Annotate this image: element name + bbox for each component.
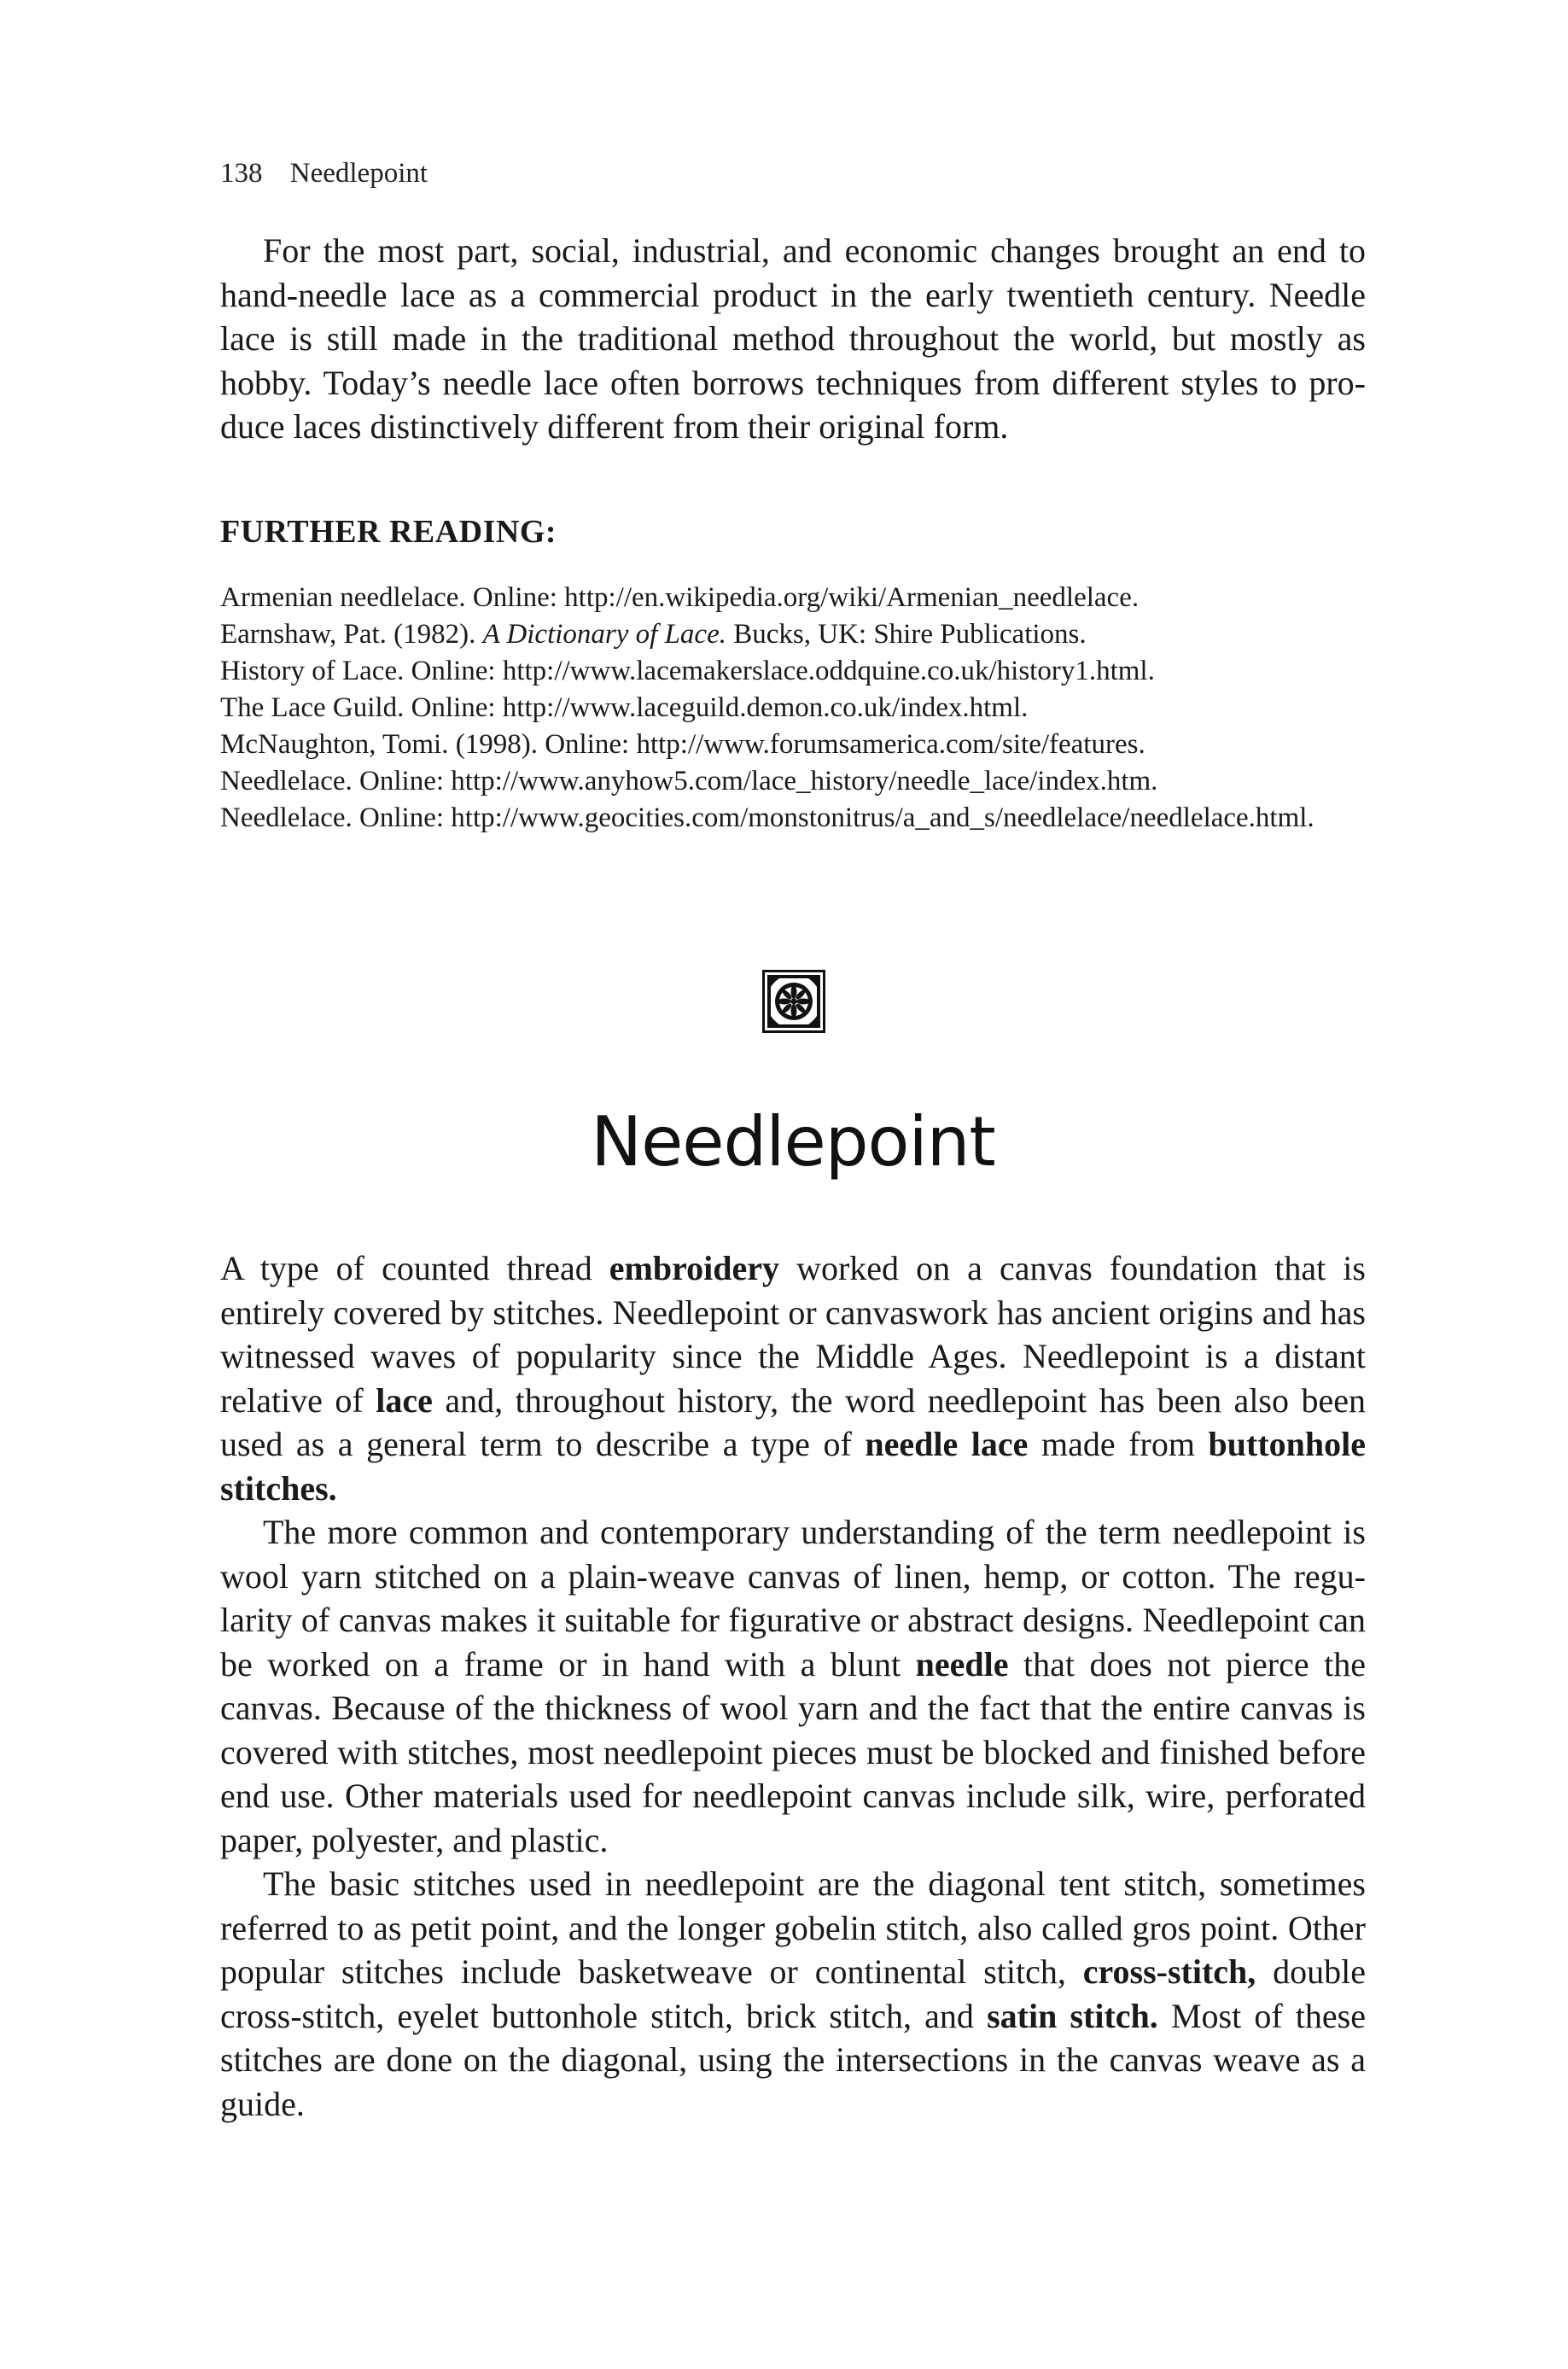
cross-reference-term: satin stitch. xyxy=(987,1996,1158,2035)
intro-paragraph: For the most part, social, industrial, and economic changes brought an end to hand-needle lace as a commercial product in the early twentieth century. Needle lace is still made in the traditional method throughout the world, but mostly as hobby. Today’s needle lace often borrows techniques from different styles to produce laces distinctively different from their original form. xyxy=(220,231,1366,446)
decorative-ornament-icon xyxy=(762,970,825,1033)
entry-paragraph xyxy=(220,1862,1366,2126)
cross-reference-term: embroidery xyxy=(609,1249,779,1287)
reference-item xyxy=(220,726,1366,763)
reference-item xyxy=(220,580,1366,616)
paragraph-text: Most of these stitches are done on the diagonal, using the intersections in the canvas weave as a guide. xyxy=(220,1996,1366,2123)
reference-item xyxy=(220,653,1366,690)
cross-reference-term: needle xyxy=(915,1644,1009,1683)
reference-text: Earnshaw, Pat. (1982). xyxy=(220,619,483,650)
reference-text: History of Lace. Online: http://www.lacemakerslace.oddquine.co.uk/history1.html. xyxy=(220,656,1155,686)
cross-reference-term: lace xyxy=(376,1380,433,1420)
reference-item xyxy=(220,800,1366,837)
paragraph-text: worked on a canvas foundation that is entirely covered by stitches. Needlepoint or canvaswork has ancient origins and has witnessed waves of popularity since the Middle Ages. Needlepoint is a distant relative of xyxy=(220,1249,1366,1420)
reference-list xyxy=(220,580,1366,837)
paragraph-text: The basic stitches used in needlepoint are the diagonal tent stitch, sometimes referred to as petit point, and the longer gobelin stitch, also called gros point. Other popular stitches include basketweave or continental stitch, xyxy=(220,1864,1366,1991)
reference-item xyxy=(220,616,1366,653)
reference-text: McNaughton, Tomi. (1998). Online: http://www.forumsamerica.com/site/features. xyxy=(220,729,1145,760)
paragraph-text: made from xyxy=(1028,1425,1209,1463)
reference-text: Bucks, UK: Shire Publications. xyxy=(726,619,1087,650)
page-number: 138 xyxy=(220,158,263,189)
reference-item xyxy=(220,763,1366,800)
reference-text: The Lace Guild. Online: http://www.laceguild.demon.co.uk/index.html. xyxy=(220,692,1029,723)
cross-reference-term: needle lace xyxy=(865,1425,1029,1463)
entry-title: Needlepoint xyxy=(591,1102,995,1182)
cross-reference-term: buttonhole stitches. xyxy=(220,1425,1366,1508)
further-reading-heading: FURTHER READING: xyxy=(220,514,557,550)
paragraph-text: The more common and contemporary understanding of the term needlepoint is wool yarn stitched on a plain-weave canvas of linen, hemp, or cotton. The regularity of canvas makes it suitable for figurative or abstract designs. Needlepoint can be worked on a frame or in hand with a blunt xyxy=(220,1513,1366,1683)
reference-text: Armenian needlelace. Online: http://en.wikipedia.org/wiki/Armenian_needlelace. xyxy=(220,582,1140,613)
reference-text: Needlelace. Online: http://www.anyhow5.com/lace_history/needle_lace/index.htm. xyxy=(220,766,1158,796)
paragraph-text: that does not pierce the canvas. Because of the thickness of wool yarn and the fact that the entire canvas is covered with stitches, most needlepoint pieces must be blocked and finished before end use. Other materials used for needlepoint canvas include silk, wire, perforated paper, polyester, and plastic. xyxy=(220,1644,1366,1859)
entry-paragraph xyxy=(220,1246,1366,1510)
reference-item xyxy=(220,690,1366,726)
entry-body xyxy=(220,1246,1366,2126)
reference-title: A Dictionary of Lace. xyxy=(482,619,726,650)
intro-text-block xyxy=(220,229,1366,449)
running-head-section: Needlepoint xyxy=(289,158,428,189)
reference-text: Needlelace. Online: http://www.geocities.com/monstonitrus/a_and_s/needlelace/needlelace.html. xyxy=(220,802,1314,833)
cross-reference-term: cross-stitch, xyxy=(1082,1952,1256,1991)
running-head xyxy=(220,152,428,195)
paragraph-text: A type of counted thread xyxy=(220,1249,609,1287)
entry-paragraph xyxy=(220,1510,1366,1862)
paragraph-text: double cross-stitch, eyelet buttonhole stitch, brick stitch, and xyxy=(220,1952,1366,2035)
paragraph-text: and, throughout history, the word needlepoint has been also been used as a general term to describe a type of xyxy=(220,1380,1366,1463)
